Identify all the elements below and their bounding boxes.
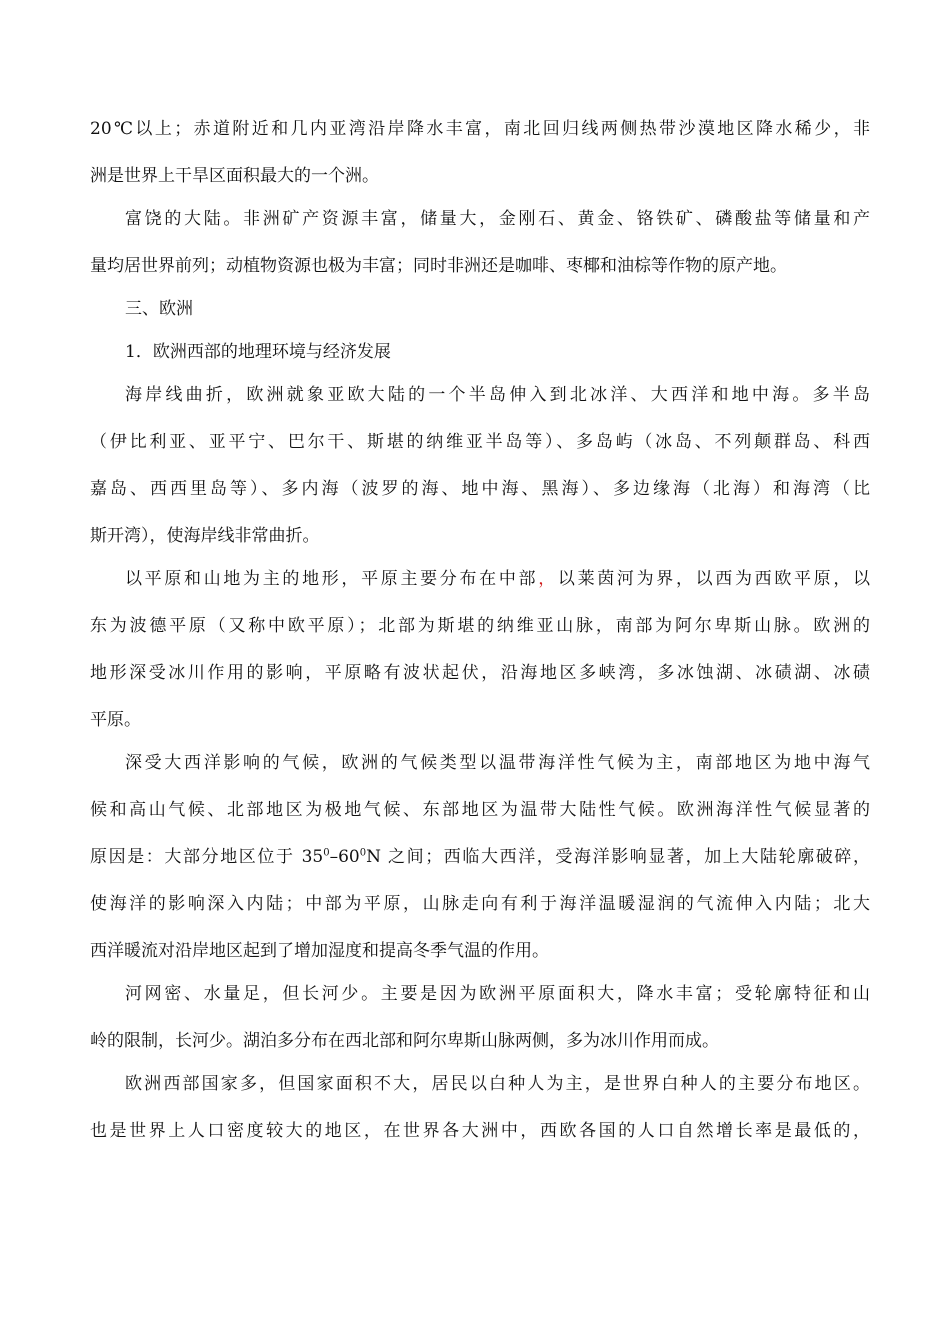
text-run: 原因是：大部分地区位于 35 xyxy=(90,847,324,867)
text-line: （伊比利亚、亚平宁、巴尔干、斯堪的纳维亚半岛等）、多岛屿（冰岛、不列颠群岛、科西 xyxy=(90,432,870,452)
text-line: 东为波德平原（又称中欧平原）；北部为斯堪的纳维亚山脉，南部为阿尔卑斯山脉。欧洲的 xyxy=(90,616,870,636)
text-line: 嘉岛、西西里岛等）、多内海（波罗的海、地中海、黑海）、多边缘海（北海）和海湾（比 xyxy=(90,479,870,499)
text-line: 也是世界上人口密度较大的地区，在世界各大洲中，西欧各国的人口自然增长率是最低的， xyxy=(90,1121,870,1141)
degree-superscript: 0 xyxy=(359,847,367,859)
text-line: 平原。 xyxy=(90,710,141,730)
text-line xyxy=(90,566,870,593)
text-line xyxy=(90,844,870,871)
document-body xyxy=(90,116,870,1145)
paragraph-population xyxy=(90,1071,870,1145)
text-line: 海岸线曲折，欧洲就象亚欧大陆的一个半岛伸入到北冰洋、大西洋和地中海。多半岛 xyxy=(125,385,870,405)
subsection-heading-western-europe xyxy=(90,339,870,366)
text-line: 量均居世界前列；动植物资源也极为丰富；同时非洲还是咖啡、枣椰和油棕等作物的原产地。 xyxy=(90,256,787,276)
heading-text: 三、欧洲 xyxy=(125,299,193,319)
text-line: 岭的限制，长河少。湖泊多分布在西北部和阿尔卑斯山脉两侧，多为冰川作用而成。 xyxy=(90,1031,719,1051)
text-run: 以平原和山地为主的地形，平原主要分布在中部 xyxy=(125,569,539,589)
text-run: N 之间；西临大西洋，受海洋影响显著，加上大陆轮廓破碎， xyxy=(366,847,870,867)
text-line: 洲是世界上干旱区面积最大的一个洲。 xyxy=(90,166,379,186)
text-run: –60 xyxy=(329,847,360,867)
text-line: 深受大西洋影响的气候，欧洲的气候类型以温带海洋性气候为主，南部地区为地中海气 xyxy=(125,753,870,773)
paragraph-climate xyxy=(90,750,870,965)
paragraph-coastline xyxy=(90,382,870,550)
text-line: 使海洋的影响深入内陆；中部为平原，山脉走向有利于海洋温暖湿润的气流伸入内陆；北大 xyxy=(90,894,870,914)
red-comma: ， xyxy=(538,569,558,589)
text-line: 候和高山气候、北部地区为极地气候、东部地区为温带大陆性气候。欧洲海洋性气候显著的 xyxy=(90,800,870,820)
text-line: 富饶的大陆。非洲矿产资源丰富，储量大，金刚石、黄金、铬铁矿、磷酸盐等储量和产 xyxy=(125,209,870,229)
text-line: 西洋暖流对沿岸地区起到了增加湿度和提高冬季气温的作用。 xyxy=(90,941,549,961)
text-line: 20℃以上；赤道附近和几内亚湾沿岸降水丰富，南北回归线两侧热带沙漠地区降水稀少，非 xyxy=(90,119,870,139)
paragraph-africa-climate xyxy=(90,116,870,190)
section-heading-europe xyxy=(90,296,870,323)
degree-superscript: 0 xyxy=(323,847,330,859)
paragraph-rivers xyxy=(90,981,870,1055)
text-line: 地形深受冰川作用的影响，平原略有波状起伏，沿海地区多峡湾，多冰蚀湖、冰碛湖、冰碛 xyxy=(90,663,870,683)
heading-text: 1．欧洲西部的地理环境与经济发展 xyxy=(125,342,391,362)
text-line: 河网密、水量足，但长河少。主要是因为欧洲平原面积大，降水丰富；受轮廓特征和山 xyxy=(125,984,870,1004)
paragraph-africa-resources xyxy=(90,206,870,280)
paragraph-terrain xyxy=(90,566,870,734)
text-line: 斯开湾），使海岸线非常曲折。 xyxy=(90,526,320,546)
text-line: 欧洲西部国家多，但国家面积不大，居民以白种人为主，是世界白种人的主要分布地区。 xyxy=(125,1074,870,1094)
text-run: 以莱茵河为界，以西为西欧平原，以 xyxy=(557,569,871,589)
